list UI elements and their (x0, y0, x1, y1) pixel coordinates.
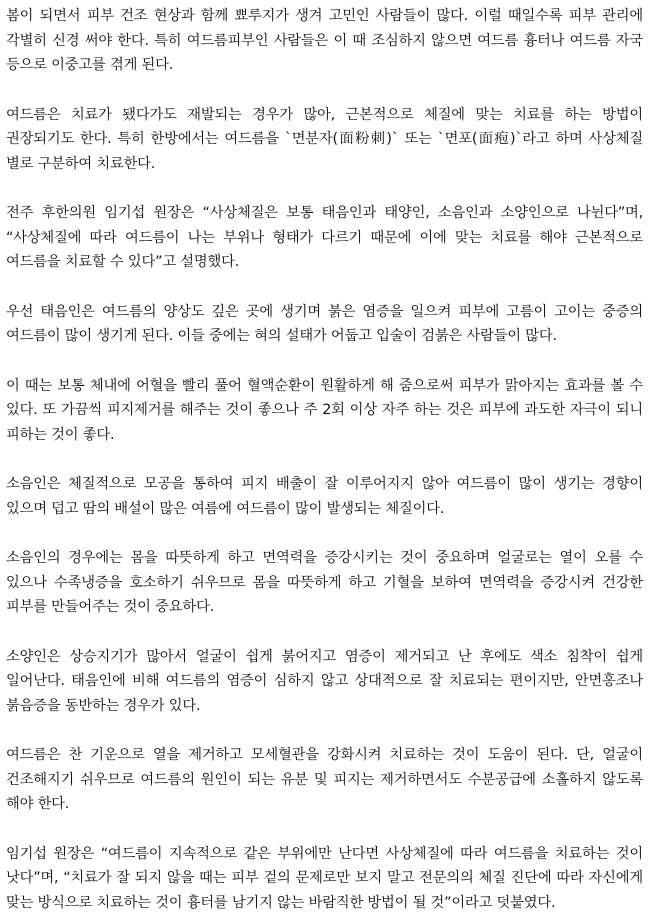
paragraph-treatment-advice: 여드름은 찬 기운으로 열을 제거하고 모세혈관을 강화시켜 치료하는 것이 도움이 된다. 단, 얼굴이 건조해지기 쉬우므로 여드름의 원인이 되는 유분 및 피지는 제거하면서도 수분공급에 소홀하지 않도록 해야 한다. (6, 743, 643, 817)
paragraph-recurrence: 여드름은 치료가 됐다가도 재발되는 경우가 많아, 근본적으로 체질에 맞는 치료를 하는 방법이 권장되기도 한다. 특히 한방에서는 여드름을 `면분자(面粉刺)` 또는 `면포(面疱)`라고 하며 사상체질 별로 구분하여 치료한다. (6, 103, 643, 177)
paragraph-intro: 봄이 되면서 피부 건조 현상과 함께 뾰루지가 생겨 고민인 사람들이 많다. 이럴 때일수록 피부 관리에 각별히 신경 써야 한다. 특히 여드름피부인 사람들은 이 때 조심하지 않으면 여드름 흉터나 여드름 자국 등으로 이중고를 겪게 된다. (6, 4, 643, 78)
paragraph-soyang: 소양인은 상승지기가 많아서 얼굴이 쉽게 붉어지고 염증이 제거되고 난 후에도 색소 침착이 쉽게 일어난다. 태음인에 비해 여드름의 염증이 심하지 않고 상대적으로 잘 치료되는 편이지만, 안면홍조나 붉음증을 동반하는 경우가 있다. (6, 645, 643, 719)
paragraph-closing-quote: 임기섭 원장은 “여드름이 지속적으로 같은 부위에만 난다면 사상체질에 따라 여드름을 치료하는 것이 낫다”며, “치료가 잘 되지 않을 때는 피부 겉의 문제로만 보지 말고 전문의의 체질 진단에 따라 자신에게 맞는 방식으로 치료하는 것이 흉터를 남기지 않는 바람직한 방법이 될 것”이라고 덧붙였다. (6, 842, 643, 915)
paragraph-taeeum-treatment: 이 때는 보통 체내에 어혈을 빨리 풀어 혈액순환이 원활하게 해 줌으로써 피부가 맑아지는 효과를 볼 수 있다. 또 가끔씩 피지제거를 해주는 것이 좋으나 주 2회 이상 자주 하는 것은 피부에 과도한 자극이 되니 피하는 것이 좋다. (6, 374, 643, 448)
paragraph-soeum: 소음인은 체질적으로 모공을 통하여 피지 배출이 잘 이루어지지 않아 여드름이 많이 생기는 경향이 있으며 덥고 땀의 배설이 많은 여름에 여드름이 많이 발생되는 체질이다. (6, 472, 643, 521)
paragraph-soeum-treatment: 소음인의 경우에는 몸을 따뜻하게 하고 면역력을 증강시키는 것이 중요하며 얼굴로는 열이 오를 수 있으나 수족냉증을 호소하기 쉬우므로 몸을 따뜻하게 하고 기혈을 보하여 면역력을 증강시켜 건강한 피부를 만들어주는 것이 중요하다. (6, 546, 643, 620)
paragraph-director-quote: 전주 후한의원 임기섭 원장은 “사상체질은 보통 태음인과 태양인, 소음인과 소양인으로 나뉜다”며, “사상체질에 따라 여드름이 나는 부위나 형태가 다르기 때문에 이에 맞는 치료를 해야 근본적으로 여드름을 치료할 수 있다”고 설명했다. (6, 201, 643, 275)
paragraph-taeeum: 우선 태음인은 여드름의 양상도 깊은 곳에 생기며 붉은 염증을 일으켜 피부에 고름이 고이는 중증의 여드름이 많이 생기게 된다. 이들 중에는 혀의 설태가 어둡고 입술이 검붉은 사람들이 많다. (6, 300, 643, 349)
